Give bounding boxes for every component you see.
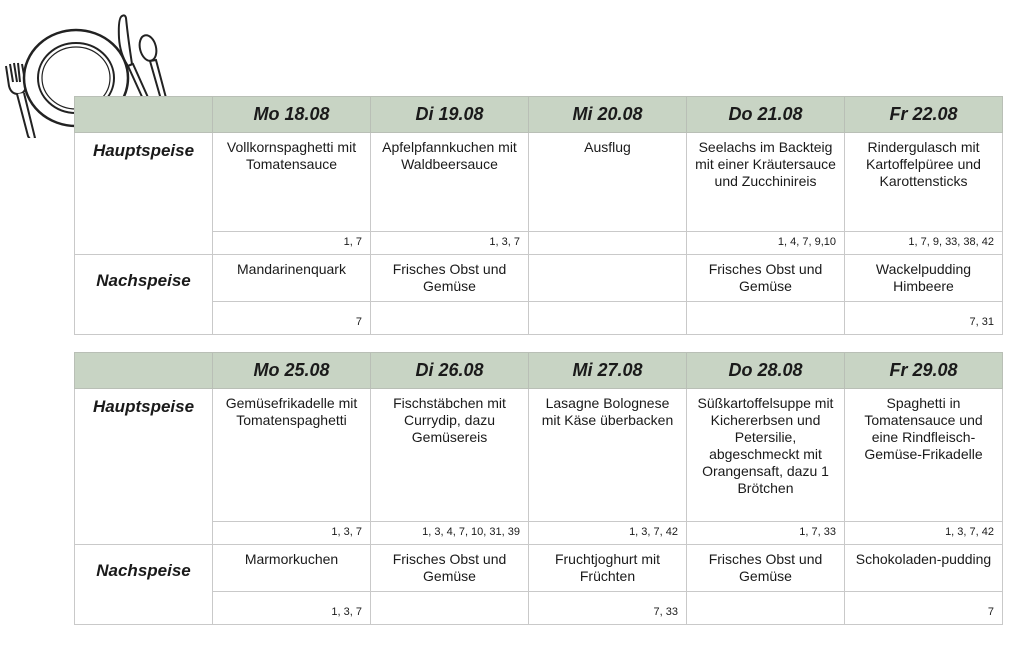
dish-name: Mandarinenquark [237,261,346,277]
dessert-label: Nachspeise [75,545,213,625]
dish-cell [845,255,1003,335]
dish-cell [529,133,687,255]
dish-cell [213,255,371,335]
main-course-label: Hauptspeise [75,133,213,255]
dish-name: Spaghetti in Tomatensauce und eine Rindfleisch-Gemüse-Frikadelle [864,395,983,462]
header-row [75,353,1003,389]
header-corner [75,353,213,389]
dish-cell [687,545,845,625]
dish-cell [845,133,1003,255]
dish-name: Vollkornspaghetti mit Tomatensauce [226,139,357,172]
header-corner [75,97,213,133]
dessert-row [75,255,1003,335]
dish-cell [687,255,845,335]
allergen-codes: 1, 3, 7 [331,606,362,618]
allergen-codes: 1, 3, 7 [489,236,520,248]
day-header: Mo 18.08 [213,97,371,133]
allergen-codes: 1, 3, 7 [331,526,362,538]
dish-cell [529,545,687,625]
dish-cell [529,389,687,545]
dish-name: Wackelpudding Himbeere [875,261,972,294]
menu-table-week-1 [74,96,1003,335]
dish-name [529,255,686,261]
allergen-codes: 1, 7 [343,236,362,248]
day-header: Fr 29.08 [845,353,1003,389]
dish-name: Frisches Obst und Gemüse [708,261,823,294]
dish-name: Marmorkuchen [244,551,339,567]
day-header: Di 26.08 [371,353,529,389]
dish-name: Apfelpfannkuchen mit Waldbeersauce [382,139,517,172]
allergen-codes: 7, 33 [653,606,678,618]
day-header: Mo 25.08 [213,353,371,389]
dish-cell [371,389,529,545]
allergen-codes: 7 [355,316,362,328]
day-header: Di 19.08 [371,97,529,133]
dish-name: Frisches Obst und Gemüse [392,551,507,584]
allergen-codes: 7, 31 [969,316,994,328]
main-course-row [75,133,1003,255]
dish-cell [213,133,371,255]
menu-table-week-2 [74,352,1003,625]
allergen-codes: 1, 7, 9, 33, 38, 42 [908,236,994,248]
dish-cell [213,389,371,545]
day-header: Do 21.08 [687,97,845,133]
dish-name: Frisches Obst und Gemüse [392,261,507,294]
main-course-row [75,389,1003,545]
dish-cell [371,255,529,335]
allergen-codes: 1, 3, 4, 7, 10, 31, 39 [422,526,520,538]
dish-cell [371,545,529,625]
dish-name: Rindergulasch mit Kartoffelpüree und Karottensticks [866,139,981,189]
day-header: Mi 27.08 [529,353,687,389]
dish-cell [371,133,529,255]
dish-name: Fruchtjoghurt mit Früchten [554,551,661,584]
day-header: Fr 22.08 [845,97,1003,133]
allergen-codes: 1, 3, 7, 42 [945,526,994,538]
dish-cell [845,389,1003,545]
dish-name: Ausflug [584,139,631,155]
day-header: Mi 20.08 [529,97,687,133]
dessert-row [75,545,1003,625]
main-course-label: Hauptspeise [75,389,213,545]
dish-cell [845,545,1003,625]
header-row [75,97,1003,133]
allergen-codes: 7 [987,606,994,618]
dish-name: Süßkartoffelsuppe mit Kichererbsen und Petersilie, abgeschmeckt mit Orangensaft, dazu 1 Brötchen [697,395,834,496]
dessert-label: Nachspeise [75,255,213,335]
dish-name: Lasagne Bolognese mit Käse überbacken [541,395,674,428]
dish-cell [529,255,687,335]
dish-cell [687,133,845,255]
dish-name: Gemüsefrikadelle mit Tomatenspaghetti [225,395,358,428]
allergen-codes: 1, 3, 7, 42 [629,526,678,538]
dish-name: Fischstäbchen mit Currydip, dazu Gemüsereis [393,395,506,445]
dish-cell [687,389,845,545]
allergen-codes: 1, 4, 7, 9,10 [777,236,836,248]
day-header: Do 28.08 [687,353,845,389]
allergen-codes: 1, 7, 33 [799,526,836,538]
dish-name: Frisches Obst und Gemüse [708,551,823,584]
dish-name: Seelachs im Backteig mit einer Kräutersauce und Zucchinireis [695,139,836,189]
dish-name: Schokoladen-pudding [855,551,992,567]
dish-cell [213,545,371,625]
